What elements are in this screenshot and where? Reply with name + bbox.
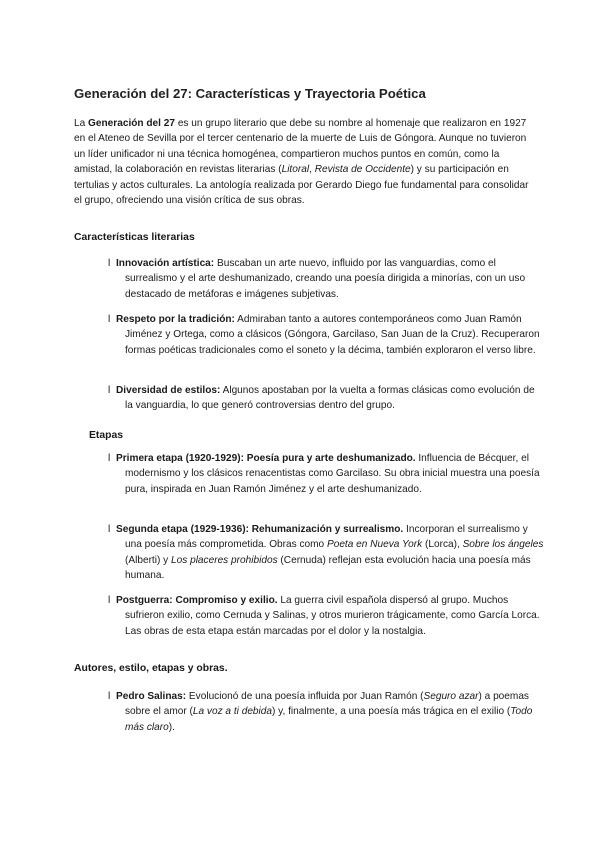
- list-item: [108, 522, 545, 584]
- item-text: (Lorca),: [422, 539, 463, 551]
- item-bold-label: Pedro Salinas:: [116, 691, 187, 702]
- work-title: Los placeres prohibidos: [171, 554, 278, 566]
- bullet-icon: l: [108, 524, 111, 535]
- item-bold-label: Postguerra: Compromiso y exilio.: [116, 595, 278, 606]
- intro-text: ,: [309, 164, 315, 176]
- section-heading-autores: Autores, estilo, etapas y obras.: [74, 663, 228, 674]
- item-text: (Alberti) y: [125, 554, 171, 566]
- intro-paragraph: [74, 116, 534, 208]
- list-item: [108, 256, 545, 302]
- item-text: ).: [168, 721, 175, 733]
- work-title: La voz a ti debida: [192, 706, 273, 718]
- bullet-icon: l: [108, 258, 111, 269]
- list-item: [108, 383, 545, 414]
- work-title: Sobre los ángeles: [462, 539, 544, 551]
- bullet-icon: l: [108, 453, 111, 464]
- bullet-icon: l: [108, 385, 111, 396]
- intro-italic-title: Litoral: [281, 164, 310, 176]
- intro-text: ) y su participación en tertulias y actos culturales. La antología realizada por Gerardo Diego fue fundamental para consolidar el grupo, ofreciendo una visión crítica de sus obras.: [74, 164, 529, 207]
- bullet-icon: l: [108, 691, 111, 702]
- intro-text: La: [74, 118, 89, 129]
- list-item: [108, 593, 545, 639]
- work-title: Todo más claro: [125, 706, 533, 733]
- item-bold-label: Innovación artística:: [116, 258, 215, 269]
- item-bold-label: Segunda etapa (1929-1936): Rehumanización y surrealismo.: [116, 524, 404, 535]
- list-item: [108, 689, 545, 735]
- item-text: ) y, finalmente, a una poesía más trágica en el exilio (: [272, 706, 511, 718]
- item-text: La guerra civil española dispersó al grupo. Muchos sufrieron exilio, como Cernuda y Salinas, y otros murieron trágicamente, como García Lorca. Las obras de esta etapa están marcadas por el dolor y la nostalgia.: [125, 595, 540, 637]
- item-bold-label: Respeto por la tradición:: [116, 314, 235, 325]
- list-item: [108, 312, 545, 358]
- item-text: Buscaban un arte nuevo, influido por las vanguardias, como el surrealismo y el arte deshumanizado, creando una poesía dirigida a minorías, con un uso destacado de metáforas e imágenes subjetivas.: [125, 258, 526, 300]
- intro-bold-term: Generación del 27: [88, 118, 176, 129]
- intro-text: es un grupo literario que debe su nombre al homenaje que realizaron en 1927 en el Ateneo de Sevilla por el tercer centenario de la muerte de Luis de Góngora. Aunque no tuvieron un líder unificador ni una técnica homogénea, compartieron muchos puntos en común, como la amistad, la colaboración en revistas literarias (: [74, 118, 527, 176]
- section-heading-etapas: Etapas: [89, 430, 124, 441]
- work-title: Poeta en Nueva York: [326, 539, 423, 551]
- document-title: Generación del 27: Características y Trayectoria Poética: [74, 86, 426, 101]
- item-text: Admiraban tanto a autores contemporáneos como Juan Ramón Jiménez y Ortega, como a clásicos (Góngora, Garcilaso, San Juan de la Cruz). Recuperaron formas poéticas tradicionales como el soneto y la décima, también exploraron el verso libre.: [125, 314, 540, 356]
- item-text: Influencia de Bécquer, el modernismo y los clásicos renacentistas como Garcilaso. Su obra inicial muestra una poesía pura, inspirada en Juan Ramón Jiménez y el arte deshumanizado.: [125, 453, 540, 495]
- intro-italic-title: Revista de Occidente: [314, 164, 411, 176]
- item-text: Incorporan el surrealismo y una poesía más comprometida. Obras como: [125, 524, 528, 551]
- item-bold-label: Primera etapa (1920-1929): Poesía pura y arte deshumanizado.: [116, 453, 416, 464]
- work-title: Seguro azar: [423, 691, 479, 702]
- bullet-icon: l: [108, 595, 111, 606]
- item-text: ) a poemas sobre el amor (: [125, 691, 529, 718]
- item-text: Evolucionó de una poesía influida por Juan Ramón (: [186, 691, 424, 702]
- bullet-icon: l: [108, 314, 111, 325]
- item-bold-label: Diversidad de estilos:: [116, 385, 221, 396]
- section-heading-caracteristicas: Características literarias: [74, 232, 195, 243]
- list-item: [108, 451, 545, 497]
- item-text: Algunos apostaban por la vuelta a formas clásicas como evolución de la vanguardia, lo que generó controversias dentro del grupo.: [125, 385, 535, 412]
- item-text: (Cernuda) reflejan esta evolución hacia una poesía más humana.: [125, 554, 531, 582]
